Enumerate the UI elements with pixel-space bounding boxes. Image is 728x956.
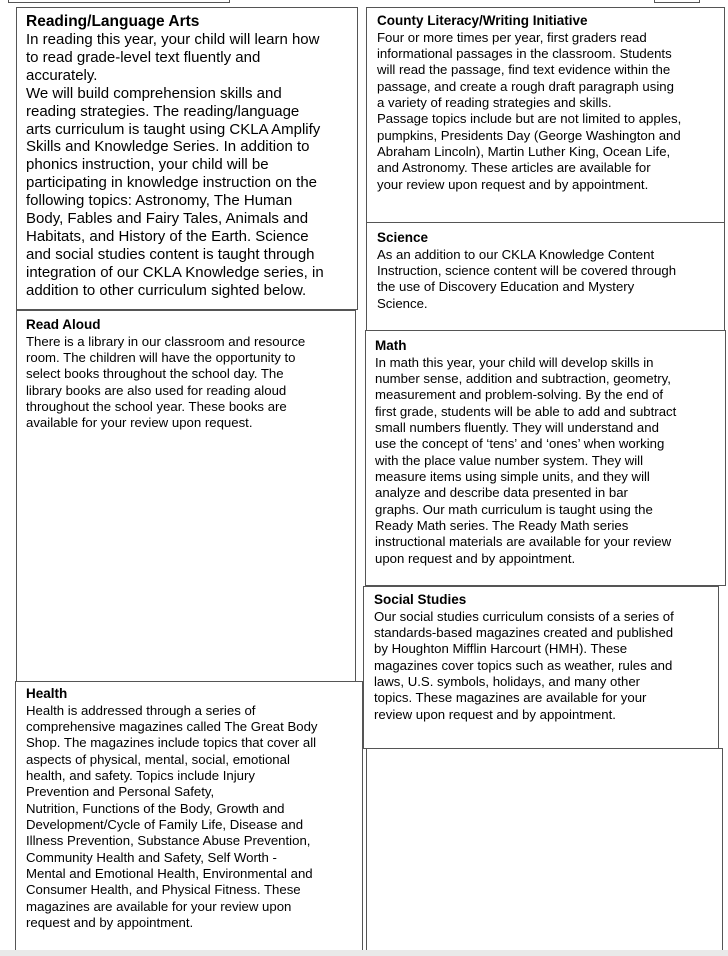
section-title: Health [26,686,68,701]
page-bottom-edge [0,950,728,956]
section-title: County Literacy/Writing Initiative [377,13,588,28]
section-title: Science [377,230,429,245]
section-body: Four or more times per year, first graders read informational passages in the classroom. Students will read the passage, find text evidence within the passage, and create a rough draft paragraph using a variety of reading strategies and skills. Passage topics include but are not limited to apples, pumpkins, Presidents Day (George Washington and Abraham Lincoln), Martin Luther King, Ocean Life, and Astronomy. These articles are available for your review upon request and by appointment. [377,29,682,192]
section-body: In math this year, your child will develop skills in number sense, addition and subtraction, geometry, measurement and problem-solving. By the end of first grade, students will be able to add and subtract small numbers fluently. They will understand and use the concept of ‘tens’ and ‘ones’ when working with the place value number system. They will measure items using simple units, and they will analyze and describe data presented in bar graphs. Our math curriculum is taught using the Ready Math series. The Ready Math series instructional materials are available for your review upon request and by appointment. [375,354,677,566]
section-title: Math [375,338,407,353]
section-body: There is a library in our classroom and resource room. The children will have the opportunity to select books throughout the school day. The library books are also used for reading aloud throughout the school year. These books are available for your review upon request. [26,333,306,431]
section-body: Our social studies curriculum consists of a series of standards-based magazines created and published by Houghton Mifflin Harcourt (HMH). These magazines cover topics such as weather, rules and laws, U.S. symbols, holidays, and many other topics. These magazines are available for your review upon request and by appointment. [374,608,674,722]
section-title: Read Aloud [26,317,101,332]
section-reading-language-arts [16,7,358,310]
section-body: In reading this year, your child will learn how to read grade-level text fluently and accurately. We will build comprehension skills and reading strategies. The reading/language arts curriculum is taught using CKLA Amplify Skills and Knowledge Series. In addition to phonics instruction, your child will be participating in knowledge instruction on the following topics: Astronomy, The Human Body, Fables and Fairy Tales, Animals and Habitats, and History of the Earth. Science and social studies content is taught through integration of our CKLA Knowledge series, in addition to other curriculum sighted below. [26,31,324,299]
section-read-aloud [16,310,356,682]
page-fragment-top-left [8,0,230,3]
section-body: As an addition to our CKLA Knowledge Content Instruction, science content will be covered through the use of Discovery Education and Mystery Science. [377,246,677,311]
section-body: Health is addressed through a series of comprehensive magazines called The Great Body Shop. The magazines include topics that cover all aspects of physical, mental, social, emotional health, and safety. Topics include Injury Prevention and Personal Safety, Nutrition, Functions of the Body, Growth and Development/Cycle of Family Life, Disease and Illness Prevention, Substance Abuse Prevention, Community Health and Safety, Self Worth - Mental and Emotional Health, Environmental and Consumer Health, and Physical Fitness. These magazines are available for your review upon request and by appointment. [26,702,318,930]
empty-box-bottom-right [366,748,723,956]
section-science [366,222,725,331]
section-math [365,330,726,586]
page-fragment-top-right [654,0,700,3]
section-health [15,681,363,956]
section-county-literacy [366,7,725,223]
section-title: Reading/Language Arts [26,13,200,30]
section-social-studies [363,586,719,749]
section-title: Social Studies [374,592,467,607]
